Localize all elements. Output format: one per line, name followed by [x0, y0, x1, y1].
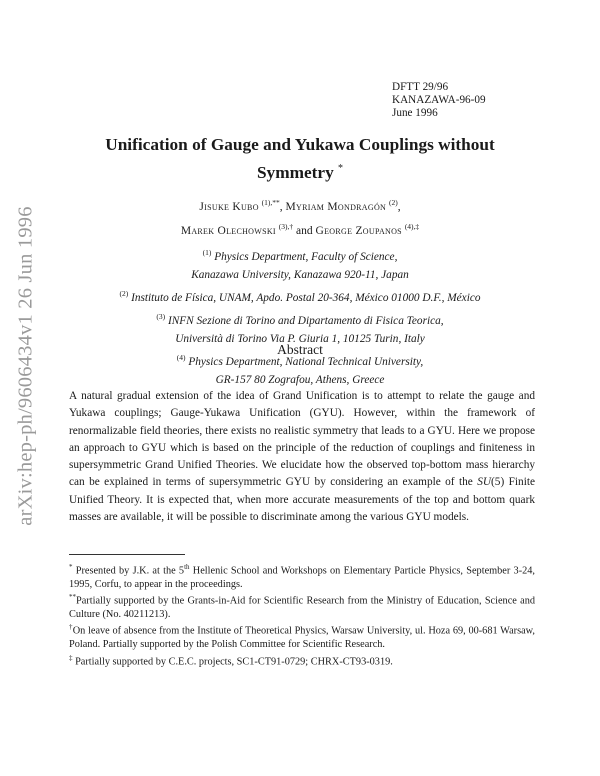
- footnote-mark: †: [69, 623, 73, 632]
- footnote: [69, 561, 535, 591]
- affiliation-text: GR-157 80 Zografou, Athens, Greece: [215, 374, 385, 387]
- abstract-text-part: Finite Unified Theory. It is expected that, when more accurate measurements of the top and bottom quark masses are available, it will be possible to discriminate among the various GYU models.: [69, 476, 536, 524]
- arxiv-sidebar: [8, 194, 44, 539]
- author-mark: (2): [388, 198, 398, 207]
- abstract-text-part: A natural gradual extension of the idea of Grand Unification is to attempt to relate the gauge and Yukawa couplings; Gauge-Yukawa Unification (GYU). However, within the framework of renormalizable field theories, there exists no realistic symmetry that leads to a GYU. Here we propose an approach to GYU which is based on the principle of the reduction of couplings and finiteness in supersymmetric Grand Unified Theories. We elucidate how the observed top-bottom mass hierarchy can be explained in terms of supersymmetric GYU by considering an example of the: [69, 390, 535, 489]
- title-footnote-mark: *: [338, 163, 344, 174]
- footnote-text: Partially supported by C.E.C. projects, SC1-CT91-0729; CHRX-CT93-0319.: [72, 656, 393, 668]
- footnote-text: Partially supported by the Grants-in-Aid for Scientific Research from the Ministry of Education, Science and Culture (No. 40211213).: [69, 595, 535, 621]
- report-number: DFTT 29/96: [392, 81, 449, 93]
- footnote-text: Hellenic School and Workshops on Elementary Particle Physics, September 3-24, 1995, Corfu, to appear in the proceedings.: [69, 565, 535, 590]
- affiliation-mark: (1): [202, 248, 212, 257]
- affiliation-text: INFN Sezione di Torino and Dipartamento di Fisica Teorica,: [167, 314, 444, 327]
- author-mark: (3),†: [278, 221, 294, 231]
- footnote: [69, 591, 535, 621]
- footnotes: [69, 561, 535, 669]
- affiliation-mark: (4): [176, 352, 186, 362]
- affiliation-text: Instituto de Física, UNAM, Apdo. Postal 20-364, México 01000 D.F., México: [131, 291, 481, 304]
- author-conjunction: and: [296, 224, 313, 237]
- author-mark: (1),**: [261, 198, 280, 207]
- group-argument: (5): [491, 476, 505, 489]
- affiliation-mark: (2): [119, 289, 129, 299]
- footnote-divider: [69, 554, 185, 555]
- paper-title: [55, 133, 545, 185]
- footnote: [69, 621, 535, 651]
- group-name: SU: [477, 476, 492, 489]
- arxiv-identifier: arXiv:hep-ph/9606434v1 26 Jun 1996: [14, 206, 37, 526]
- affiliation-text: Physics Department, National Technical University,: [188, 355, 424, 368]
- affiliation-line: [50, 266, 550, 285]
- footnote-mark: *: [69, 563, 73, 571]
- footnote-text: Presented by J.K. at the 5: [75, 565, 185, 577]
- ordinal-suffix: th: [184, 563, 190, 571]
- title-line: Unification of Gauge and Yukawa Couplings without: [105, 135, 495, 154]
- report-number: KANAZAWA-96-09: [392, 94, 486, 106]
- author-name: George Zoupanos: [315, 224, 402, 237]
- footnote-text: On leave of absence from the Institute of Theoretical Physics, Warsaw University, ul. Hoza 69, 00-681 Warsaw, Poland. Partially supported by the Polish Committee for Scientific Research.: [69, 625, 535, 651]
- author-name: Jisuke Kubo: [199, 200, 259, 213]
- affiliation-line: [50, 308, 550, 330]
- affiliation-mark: (3): [156, 311, 166, 321]
- footnote: [69, 652, 535, 669]
- abstract-text: [69, 388, 535, 526]
- report-number-block: [392, 81, 486, 120]
- footnote-mark: ‡: [69, 653, 73, 662]
- author-list: Jisuke Kubo $^{(1),**}$, Myriam Mondragón $^{(2)}$, Marek Olechowski $^{(3),\dagger}$ and George Zoupanos $^{(4),\ddagger}$: [180, 198, 420, 237]
- author-name: Marek Olechowski: [180, 224, 276, 237]
- report-date: June 1996: [392, 107, 438, 119]
- affiliation-list: [50, 244, 550, 390]
- title-line: Symmetry: [256, 162, 334, 182]
- abstract-heading: Abstract: [277, 342, 323, 357]
- affiliation-line: [50, 244, 550, 266]
- affiliation-text: Physics Department, Faculty of Science,: [214, 250, 398, 263]
- affiliation-text: Università di Torino Via P. Giuria 1, 10125 Turin, Italy: [175, 333, 425, 346]
- footnote-mark: **: [69, 593, 76, 602]
- author-name: Myriam Mondragón: [285, 200, 387, 213]
- author-mark: (4),‡: [404, 221, 420, 231]
- affiliation-text: Kanazawa University, Kanazawa 920-11, Japan: [191, 269, 409, 282]
- affiliation-line: [50, 285, 550, 307]
